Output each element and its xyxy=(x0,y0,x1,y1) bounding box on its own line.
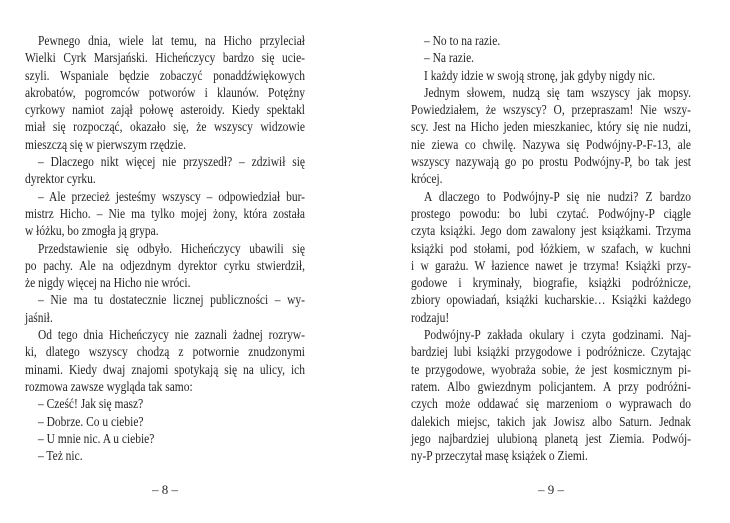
text-line: zbiory opowiadań, książki kucharskie… Książki każdego xyxy=(411,293,692,309)
text-line: ratem. Albo gwiezdnym policjantem. A przy podróżni- xyxy=(411,379,692,395)
text-line: mistrz Hicho. – Nie ma tylko mojej żony, która została xyxy=(25,206,305,222)
text-line: Przedstawienie się odbyło. Hicheńczycy ubawili się xyxy=(38,241,305,257)
text-line: dyrektor cyrku. xyxy=(25,172,96,188)
text-line: – Nie ma tu dostatecznie licznej publiczności – wy- xyxy=(38,293,305,309)
text-line: cyrkowy namiot zajął połowę asteroidy. Kiedy spektakl xyxy=(25,103,306,119)
text-line: – Dlaczego nikt więcej nie przyszedł? – zdziwił się xyxy=(38,155,305,171)
text-line: miał się rozpocząć, okazało się, że wszyscy widzowie xyxy=(25,120,306,136)
text-line: czyta książki. Jego dom zawalony jest książkami. Trzyma xyxy=(411,224,692,240)
text-line: krócej. xyxy=(411,172,443,188)
page-right-text xyxy=(411,33,691,465)
text-line: Pewnego dnia, wiele lat temu, na Hicho przyleciał xyxy=(38,34,305,49)
text-line: – Cześć! Jak się masz? xyxy=(38,397,144,413)
text-line: scy. Jest na Hicho jeden mieszkaniec, który się nie nudzi, xyxy=(411,120,692,136)
text-line: i w garażu. W łazience nawet je trzyma! Książki przy- xyxy=(411,258,692,274)
text-line: rozmowa zawsze wygląda tak samo: xyxy=(25,379,193,395)
text-line: ki, dlatego wszyscy chodzą z potwornie znudzonymi xyxy=(25,345,306,361)
text-line: A dlaczego to Podwójny-P się nie nudzi? Z bardzo xyxy=(424,189,691,205)
text-line: akrobatów, pogromców potworów i klaunów. Potężny xyxy=(25,85,305,101)
text-line: bardziej lubi książki przygodowe i podróżnicze. Czytając xyxy=(411,345,691,361)
text-line: – Dobrze. Co u ciebie? xyxy=(38,414,144,430)
text-line: dalekich miejsc, takich jak Jowisz albo Saturn. Jednak xyxy=(411,414,692,430)
text-line: te przygodowe, wyobraża sobie, że jest kosmicznym pi- xyxy=(411,362,691,378)
text-line: jego najbardziej ulubioną planetą jest Ziemia. Podwój- xyxy=(411,431,692,447)
text-line: Wielki Cyrk Marsjański. Hicheńczycy bardzo się ucie- xyxy=(25,51,305,67)
text-line: I każdy idzie w swoją stronę, jak gdyby nigdy nic. xyxy=(424,68,656,84)
text-line: Podwójny-P zakłada okulary i czyta godzinami. Naj- xyxy=(424,328,691,344)
text-line: że nigdy więcej na Hicho nie wróci. xyxy=(25,276,191,292)
text-line: – Na razie. xyxy=(424,51,475,67)
page-number-left: – 8 – xyxy=(152,482,178,497)
text-line: minami. Kiedy dwaj znajomi spotykają się na ulicy, ich xyxy=(25,362,306,378)
page-left-text xyxy=(25,33,305,465)
text-line: książki pod stołami, pod łóżkiem, w szafach, w kuchni xyxy=(411,241,692,257)
text-line: nie ziewa co chwilę. Nazywa się Podwójny-P-F-13, ale xyxy=(411,137,692,153)
text-line: ny-P przeczytał masę książek o Ziemi. xyxy=(411,449,588,465)
text-line: Od tego dnia Hicheńczycy nie zaznali żadnej rozryw- xyxy=(38,328,305,344)
text-line: w łóżku, bo zmogła ją grypa. xyxy=(25,224,159,240)
text-line: szyli. Wspaniale będzie zobaczyć ponaddźwiękowych xyxy=(25,68,306,84)
text-line: – No to na razie. xyxy=(424,34,501,49)
text-line: – Ale przecież jesteśmy wszyscy – odpowiedział bur- xyxy=(38,189,305,205)
text-line: rodzaju! xyxy=(411,310,450,326)
text-line: – Też nic. xyxy=(38,449,83,465)
text-line: godowe i kryminały, biografie, książki podróżnicze, xyxy=(411,276,692,292)
text-line: Powiedziałem, że wszyscy? O, przepraszam! Nie wszy- xyxy=(411,103,692,119)
text-line: czych może oddawać się marzeniom o wyprawach do xyxy=(411,397,692,413)
text-line: – U mnie nic. A u ciebie? xyxy=(38,431,155,447)
page-number-right: – 9 – xyxy=(538,482,564,497)
text-line: po pachy. Ale na odjezdnym dyrektor cyrku stwierdził, xyxy=(25,258,305,274)
text-line: Jednym słowem, nudzą się tam wszyscy jak mopsy. xyxy=(424,85,691,101)
text-line: mieszczą się w pierwszym rzędzie. xyxy=(25,137,186,153)
text-line: wszyscy nazywają go po prostu Podwójny-P, bo tak jest xyxy=(411,155,691,171)
text-line: jaśnił. xyxy=(25,310,53,326)
text-line: prostego powodu: bo lubi czytać. Podwójny-P ciągle xyxy=(411,206,692,222)
